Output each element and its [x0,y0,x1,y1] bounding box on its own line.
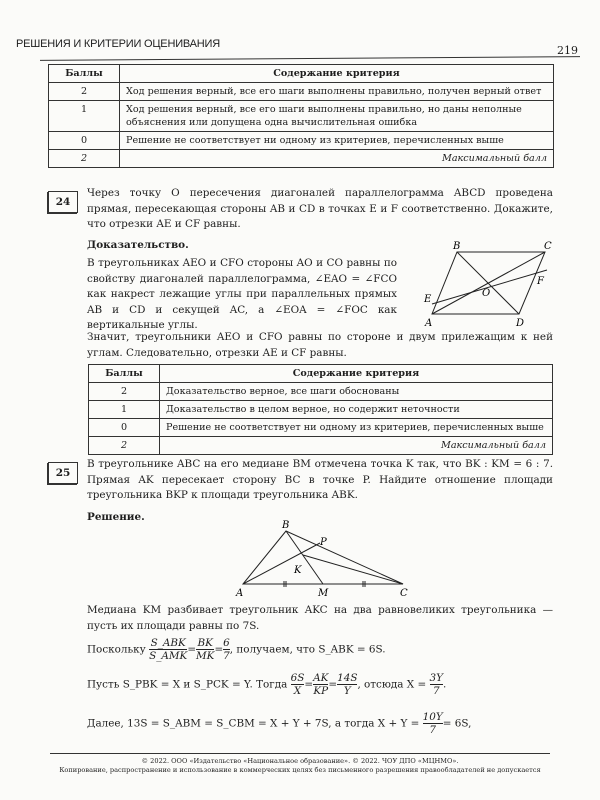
numerator: 6 [223,637,230,649]
fraction [223,637,230,662]
solution-line-3 [87,672,553,697]
max-score: 2 [49,150,120,168]
table-row [49,150,554,168]
table-row [89,401,553,419]
proof-paragraph-1: В треугольниках AEO и CFO стороны AO и CO равны по свойству диагоналей параллелограмма, ∠EAO = ∠FCO как накрест лежащие углы при параллельных прямых AB и CD и секущей AC, а ∠EOA = ∠FOC как вертикальные углы. [87,257,397,331]
score: 1 [89,401,160,419]
fraction [291,672,305,697]
label-f: F [537,276,544,287]
solution-line-1: Медиана KM разбивает треугольник AKC на два равновеликих треугольника — пусть их площади равны по 7S. [87,604,553,632]
score: 0 [89,419,160,437]
criterion: Решение не соответствует ни одному из критериев, перечисленных выше [160,419,553,437]
max-label: Максимальный балл [120,150,554,168]
footer-copyright: © 2022. ООО «Издательство «Национальное образование». © 2022. ЧОУ ДПО «МЦНМО». [141,757,459,765]
fraction [423,711,443,736]
numerator: 10Y [422,711,443,723]
max-score: 2 [89,437,160,455]
criterion: Доказательство верное, все шаги обоснованы [160,383,553,401]
page-number: 219 [557,44,578,57]
criterion: Доказательство в целом верное, но содержит неточности [160,401,553,419]
score: 2 [49,83,120,101]
solution-title: Решение. [87,511,145,523]
numerator: S_ABK [150,637,186,649]
criterion: Ход решения верный, все его шаги выполнены правильно, получен верный ответ [120,83,554,101]
col-header: Содержание критерия [120,65,554,83]
denominator: MK [196,650,215,662]
equals: = [328,678,338,691]
criterion: Ход решения верный, все его шаги выполнены правильно, но даны неполные объяснения или допущена одна вычислительная ошибка [120,101,554,132]
triangle-figure [230,518,420,600]
solution-line-2 [87,637,553,662]
max-label: Максимальный балл [160,437,553,455]
col-header: Баллы [49,65,120,83]
text: Поскольку [87,643,146,656]
numerator: 3Y [429,672,444,684]
table-row [49,83,554,101]
criteria-table-2 [88,364,553,455]
denominator: 7 [223,650,230,662]
fraction [313,672,328,697]
label-k: K [294,565,302,576]
task24-statement: Через точку O пересечения диагоналей параллелограмма ABCD проведена прямая, пересекающая стороны AB и CD в точках E и F соответственно. Докажите, что отрезки AE и CF равны. [87,187,553,230]
fraction [337,672,357,697]
numerator: 6S [290,672,305,684]
denominator: S_AMK [149,650,188,662]
denominator: 7 [432,685,440,697]
label-a: A [236,588,244,599]
label-b: B [453,241,461,252]
text: , получаем, что S_ABK = 6S. [229,643,386,656]
equals: = [187,643,197,656]
score: 1 [49,101,120,132]
task-number-25: 25 [48,462,78,484]
proof-paragraph-2: Значит, треугольники AEO и CFO равны по стороне и двум прилежащим к ней углам. Следовательно, отрезки AE и CF равны. [87,331,553,359]
header-rule [40,56,580,61]
label-m: M [318,588,329,599]
text: = 6S, [442,717,472,730]
denominator: Y [343,685,351,697]
label-a: A [425,318,433,329]
text: Пусть S_PBK = X и S_PCK = Y. Тогда [87,678,288,691]
fraction [149,637,187,662]
table-row [49,101,554,132]
table-row [49,132,554,150]
label-p: P [320,537,327,548]
label-c: C [544,241,552,252]
text: Далее, 13S = S_ABM = S_CBM = X + Y + 7S, а тогда X + Y = [87,717,420,730]
fraction [196,637,214,662]
task-number-24: 24 [48,191,78,213]
label-d: D [516,318,525,329]
label-e: E [424,294,432,305]
running-header: РЕШЕНИЯ И КРИТЕРИИ ОЦЕНИВАНИЯ [16,38,221,50]
score: 2 [89,383,160,401]
numerator: 14S [337,672,358,684]
table-row [89,419,553,437]
denominator: KP [313,685,329,697]
proof-title: Доказательство. [87,239,189,251]
text: , отсюда X = [357,678,427,691]
equals: = [304,678,314,691]
numerator: BK [197,637,213,649]
task25-statement: В треугольнике ABC на его медиане BM отмечена точка K так, что BK : KM = 6 : 7. Прямая AK пересекает сторону BC в точке P. Найдите отношение площади треугольника BKP к площади треугольника ABK. [87,458,553,501]
solution-line-4 [87,711,553,736]
footer-notice: Копирование, распространение и использование в коммерческих целях без письменного разрешения правообладателей не допускается [59,766,541,774]
parallelogram-figure [420,238,560,330]
equals: = [214,643,224,656]
label-o: O [482,288,491,299]
criterion: Решение не соответствует ни одному из критериев, перечисленных выше [120,132,554,150]
score: 0 [49,132,120,150]
label-b: B [282,520,290,531]
col-header: Содержание критерия [160,365,553,383]
table-row [89,383,553,401]
text: . [443,678,447,691]
label-c: C [400,588,408,599]
criteria-table-1 [48,64,554,168]
table-row [89,437,553,455]
denominator: X [293,685,302,697]
numerator: AK [313,672,329,684]
fraction [430,672,443,697]
footer-rule [50,753,550,754]
denominator: 7 [429,724,436,736]
col-header: Баллы [89,365,160,383]
